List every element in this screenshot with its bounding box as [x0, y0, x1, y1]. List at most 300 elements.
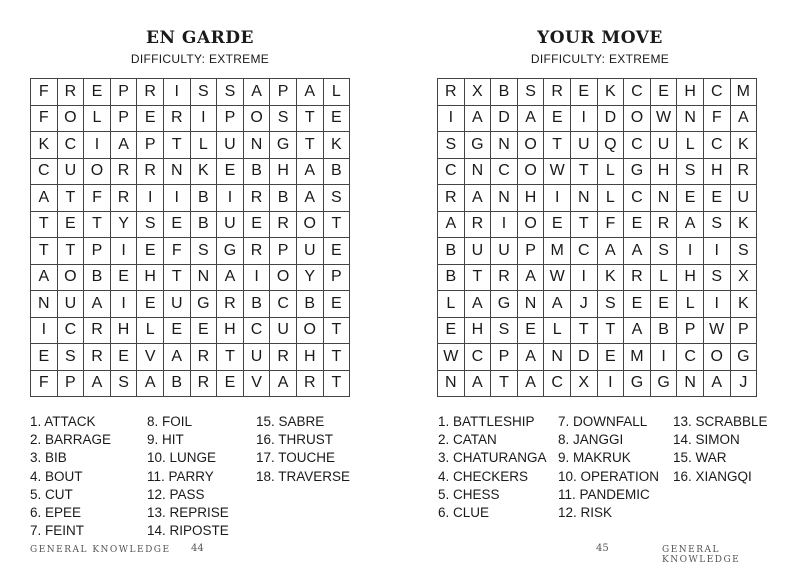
grid-cell: F — [31, 105, 58, 132]
word-list-item: 2. CATAN — [438, 432, 497, 448]
grid-cell: E — [163, 317, 190, 344]
grid-cell: T — [597, 317, 624, 344]
grid-cell: R — [544, 79, 571, 106]
grid-cell: O — [243, 105, 270, 132]
puzzle-title: EN GARDE — [146, 28, 254, 48]
grid-cell: E — [650, 79, 677, 106]
grid-cell: U — [270, 317, 297, 344]
grid-cell: K — [730, 211, 757, 238]
grid-cell: I — [137, 185, 164, 212]
grid-cell: I — [190, 105, 217, 132]
grid-cell: P — [517, 238, 544, 265]
grid-cell: N — [544, 344, 571, 371]
grid-cell: G — [464, 132, 491, 159]
grid-cell: T — [57, 238, 84, 265]
grid-row — [438, 158, 757, 185]
grid-cell: G — [624, 158, 651, 185]
grid-cell: E — [544, 211, 571, 238]
grid-cell: R — [110, 185, 137, 212]
grid-cell: T — [464, 264, 491, 291]
grid-cell: P — [110, 105, 137, 132]
grid-row — [438, 317, 757, 344]
grid-cell: N — [650, 185, 677, 212]
grid-cell: N — [677, 370, 704, 397]
grid-cell: W — [650, 105, 677, 132]
grid-cell: E — [137, 105, 164, 132]
grid-cell: S — [137, 211, 164, 238]
difficulty-label: DIFFICULTY: EXTREME — [530, 52, 670, 66]
grid-cell: O — [270, 264, 297, 291]
grid-cell: U — [243, 344, 270, 371]
grid-cell: K — [730, 291, 757, 318]
word-list-item: 13. SCRABBLE — [673, 414, 768, 429]
grid-cell: A — [464, 291, 491, 318]
grid-cell: I — [110, 238, 137, 265]
grid-row — [438, 211, 757, 238]
grid-cell: P — [217, 105, 244, 132]
grid-cell: O — [703, 344, 730, 371]
grid-cell: I — [544, 185, 571, 212]
grid-cell: P — [730, 317, 757, 344]
grid-cell: K — [31, 132, 58, 159]
grid-cell: S — [190, 79, 217, 106]
word-list-item: 6. EPEE — [30, 504, 82, 520]
grid-cell: B — [650, 317, 677, 344]
grid-cell: R — [491, 264, 518, 291]
grid-cell: R — [137, 79, 164, 106]
grid-cell: F — [163, 238, 190, 265]
grid-cell: P — [677, 317, 704, 344]
grid-cell: A — [163, 344, 190, 371]
grid-cell: N — [491, 185, 518, 212]
grid-cell: L — [323, 79, 350, 106]
word-list-item: 12. PASS — [147, 486, 205, 502]
grid-cell: H — [270, 158, 297, 185]
grid-cell: T — [163, 132, 190, 159]
word-list-item: 8. FOIL — [147, 414, 193, 429]
grid-cell: C — [703, 79, 730, 106]
grid-cell: O — [296, 211, 323, 238]
grid-cell: J — [730, 370, 757, 397]
word-list-item: 13. REPRISE — [147, 504, 229, 520]
grid-cell: O — [57, 264, 84, 291]
grid-cell: G — [217, 238, 244, 265]
grid-cell: U — [57, 158, 84, 185]
grid-cell: S — [323, 185, 350, 212]
grid-cell: R — [110, 158, 137, 185]
word-list-item: 15. SABRE — [256, 414, 325, 429]
grid-cell: T — [323, 344, 350, 371]
word-list-item: 9. HIT — [147, 432, 184, 448]
grid-cell: X — [570, 370, 597, 397]
grid-cell: H — [464, 317, 491, 344]
grid-cell: E — [137, 238, 164, 265]
grid-cell: S — [703, 211, 730, 238]
grid-cell: S — [677, 158, 704, 185]
grid-cell: L — [544, 317, 571, 344]
grid-cell: A — [597, 238, 624, 265]
grid-cell: P — [110, 79, 137, 106]
grid-cell: A — [703, 370, 730, 397]
section-footer: GENERAL KNOWLEDGE — [662, 545, 741, 565]
grid-cell: C — [624, 79, 651, 106]
grid-cell: Y — [296, 264, 323, 291]
grid-cell: A — [296, 79, 323, 106]
grid-cell: K — [597, 264, 624, 291]
word-list-column — [147, 413, 229, 540]
grid-cell: R — [270, 344, 297, 371]
grid-cell: M — [544, 238, 571, 265]
grid-row — [31, 370, 350, 397]
grid-cell: R — [296, 370, 323, 397]
grid-row — [31, 132, 350, 159]
grid-cell: E — [544, 105, 571, 132]
grid-row — [31, 158, 350, 185]
grid-cell: B — [438, 238, 465, 265]
grid-cell: O — [624, 105, 651, 132]
word-list-item: 5. CUT — [30, 486, 73, 502]
grid-cell: I — [31, 317, 58, 344]
grid-cell: A — [438, 211, 465, 238]
word-list-item: 2. BARRAGE — [30, 432, 112, 448]
grid-cell: T — [217, 344, 244, 371]
word-list-item: 14. SIMON — [673, 432, 740, 448]
grid-cell: I — [570, 264, 597, 291]
grid-cell: S — [270, 105, 297, 132]
grid-cell: T — [163, 264, 190, 291]
grid-cell: E — [243, 211, 270, 238]
letter-grid — [437, 78, 757, 397]
grid-cell: L — [650, 264, 677, 291]
section-footer: GENERAL KNOWLEDGE — [30, 545, 171, 555]
grid-cell: I — [650, 344, 677, 371]
grid-cell: S — [57, 344, 84, 371]
word-list-column — [30, 413, 111, 540]
grid-cell: E — [438, 317, 465, 344]
grid-cell: U — [570, 132, 597, 159]
grid-cell: I — [163, 79, 190, 106]
grid-cell: U — [650, 132, 677, 159]
grid-cell: E — [323, 238, 350, 265]
grid-cell: M — [730, 79, 757, 106]
word-list-item: 7. FEINT — [30, 523, 85, 539]
grid-cell: R — [190, 370, 217, 397]
grid-cell: T — [323, 211, 350, 238]
grid-cell: B — [323, 158, 350, 185]
grid-cell: I — [597, 370, 624, 397]
grid-cell: N — [243, 132, 270, 159]
right-page — [400, 0, 800, 575]
grid-cell: B — [243, 291, 270, 318]
grid-cell: R — [730, 158, 757, 185]
grid-cell: A — [84, 370, 111, 397]
grid-cell: P — [137, 132, 164, 159]
grid-cell: I — [84, 132, 111, 159]
grid-cell: P — [323, 264, 350, 291]
grid-cell: D — [491, 105, 518, 132]
grid-cell: S — [190, 238, 217, 265]
grid-cell: I — [243, 264, 270, 291]
grid-cell: E — [190, 317, 217, 344]
grid-cell: E — [217, 370, 244, 397]
grid-cell: C — [677, 344, 704, 371]
grid-cell: T — [323, 370, 350, 397]
word-list-item: 3. BIB — [30, 450, 67, 466]
grid-cell: E — [110, 264, 137, 291]
grid-cell: E — [597, 344, 624, 371]
grid-cell: I — [677, 238, 704, 265]
grid-cell: Q — [597, 132, 624, 159]
grid-cell: E — [31, 344, 58, 371]
grid-cell: E — [84, 79, 111, 106]
grid-cell: A — [296, 158, 323, 185]
grid-cell: A — [517, 264, 544, 291]
grid-cell: L — [137, 317, 164, 344]
grid-cell: G — [270, 132, 297, 159]
grid-cell: N — [570, 185, 597, 212]
grid-cell: U — [296, 238, 323, 265]
grid-cell: T — [57, 185, 84, 212]
grid-cell: C — [544, 370, 571, 397]
word-list-item: 16. THRUST — [256, 432, 334, 448]
grid-cell: H — [677, 79, 704, 106]
grid-cell: E — [217, 158, 244, 185]
grid-cell: T — [31, 238, 58, 265]
grid-cell: S — [650, 238, 677, 265]
grid-cell: S — [438, 132, 465, 159]
grid-cell: A — [624, 317, 651, 344]
difficulty-label: DIFFICULTY: EXTREME — [130, 52, 270, 66]
grid-cell: H — [110, 317, 137, 344]
grid-cell: U — [491, 238, 518, 265]
grid-cell: E — [163, 211, 190, 238]
grid-row — [438, 105, 757, 132]
word-list-item: 16. XIANGQI — [673, 468, 752, 484]
grid-cell: I — [491, 211, 518, 238]
word-list-column — [673, 413, 768, 486]
grid-row — [31, 264, 350, 291]
grid-cell: B — [243, 158, 270, 185]
grid-cell: L — [84, 105, 111, 132]
grid-cell: R — [137, 158, 164, 185]
word-list-item: 10. OPERATION — [558, 468, 660, 484]
grid-cell: A — [243, 79, 270, 106]
grid-cell: D — [597, 105, 624, 132]
grid-row — [31, 105, 350, 132]
word-list-column — [256, 413, 350, 486]
grid-cell: E — [650, 291, 677, 318]
grid-cell: A — [110, 132, 137, 159]
grid-cell: E — [57, 211, 84, 238]
grid-cell: I — [438, 105, 465, 132]
grid-cell: A — [464, 370, 491, 397]
word-list-item: 15. WAR — [673, 450, 727, 466]
grid-cell: A — [730, 105, 757, 132]
grid-cell: E — [517, 317, 544, 344]
grid-cell: O — [57, 105, 84, 132]
grid-row — [438, 132, 757, 159]
grid-cell: C — [57, 317, 84, 344]
word-list-item: 14. RIPOSTE — [147, 523, 229, 539]
word-list-item: 8. JANGGI — [558, 432, 624, 448]
grid-cell: F — [84, 185, 111, 212]
grid-cell: B — [163, 370, 190, 397]
grid-cell: N — [163, 158, 190, 185]
grid-cell: R — [57, 79, 84, 106]
grid-cell: U — [730, 185, 757, 212]
grid-cell: X — [464, 79, 491, 106]
grid-cell: I — [110, 291, 137, 318]
word-list-item: 3. CHATURANGA — [438, 450, 547, 466]
grid-cell: I — [703, 238, 730, 265]
grid-cell: P — [491, 344, 518, 371]
grid-cell: R — [464, 211, 491, 238]
grid-cell: V — [137, 344, 164, 371]
grid-cell: C — [243, 317, 270, 344]
grid-cell: R — [270, 211, 297, 238]
grid-cell: C — [624, 132, 651, 159]
word-list-item: 4. BOUT — [30, 468, 83, 484]
word-list-item: 6. CLUE — [438, 504, 490, 520]
grid-cell: H — [217, 317, 244, 344]
grid-cell: W — [438, 344, 465, 371]
grid-cell: T — [570, 211, 597, 238]
grid-cell: X — [730, 264, 757, 291]
grid-cell: N — [464, 158, 491, 185]
grid-cell: R — [650, 211, 677, 238]
grid-cell: O — [84, 158, 111, 185]
grid-cell: B — [491, 79, 518, 106]
grid-cell: R — [624, 264, 651, 291]
grid-cell: U — [464, 238, 491, 265]
grid-cell: O — [517, 211, 544, 238]
grid-row — [31, 344, 350, 371]
grid-cell: H — [517, 185, 544, 212]
grid-cell: L — [677, 132, 704, 159]
grid-cell: R — [84, 344, 111, 371]
grid-cell: S — [517, 79, 544, 106]
grid-cell: A — [544, 291, 571, 318]
word-list-item: 4. CHECKERS — [438, 468, 529, 484]
grid-cell: N — [190, 264, 217, 291]
grid-cell: K — [323, 132, 350, 159]
grid-cell: B — [190, 211, 217, 238]
grid-cell: A — [464, 185, 491, 212]
grid-cell: R — [438, 79, 465, 106]
grid-cell: L — [190, 132, 217, 159]
grid-cell: O — [517, 158, 544, 185]
grid-cell: K — [190, 158, 217, 185]
grid-cell: D — [570, 344, 597, 371]
grid-row — [438, 344, 757, 371]
grid-cell: G — [190, 291, 217, 318]
grid-cell: H — [703, 158, 730, 185]
word-list-item: 10. LUNGE — [147, 450, 217, 466]
grid-cell: E — [323, 105, 350, 132]
page-number: 44 — [191, 543, 204, 554]
grid-cell: M — [624, 344, 651, 371]
grid-cell: U — [163, 291, 190, 318]
grid-cell: B — [190, 185, 217, 212]
grid-row — [31, 79, 350, 106]
grid-cell: S — [597, 291, 624, 318]
grid-cell: I — [703, 291, 730, 318]
grid-cell: G — [650, 370, 677, 397]
grid-cell: T — [544, 132, 571, 159]
grid-cell: A — [517, 344, 544, 371]
page-number: 45 — [596, 543, 609, 554]
grid-cell: E — [703, 185, 730, 212]
grid-cell: V — [243, 370, 270, 397]
grid-cell: P — [270, 238, 297, 265]
grid-cell: R — [243, 238, 270, 265]
grid-cell: C — [491, 158, 518, 185]
grid-cell: A — [677, 211, 704, 238]
grid-cell: B — [296, 291, 323, 318]
grid-cell: N — [517, 291, 544, 318]
grid-cell: O — [517, 132, 544, 159]
grid-cell: N — [491, 132, 518, 159]
grid-cell: A — [296, 185, 323, 212]
grid-cell: H — [137, 264, 164, 291]
grid-cell: C — [464, 344, 491, 371]
grid-cell: A — [517, 370, 544, 397]
grid-row — [438, 264, 757, 291]
grid-cell: T — [570, 158, 597, 185]
grid-cell: E — [570, 79, 597, 106]
grid-cell: P — [57, 370, 84, 397]
grid-cell: W — [544, 264, 571, 291]
grid-cell: A — [624, 238, 651, 265]
grid-cell: C — [570, 238, 597, 265]
grid-cell: B — [438, 264, 465, 291]
grid-cell: B — [84, 264, 111, 291]
grid-cell: T — [84, 211, 111, 238]
grid-cell: S — [217, 79, 244, 106]
grid-cell: R — [84, 317, 111, 344]
grid-cell: E — [110, 344, 137, 371]
grid-cell: G — [624, 370, 651, 397]
grid-cell: O — [296, 317, 323, 344]
grid-cell: H — [650, 158, 677, 185]
grid-row — [31, 238, 350, 265]
word-list-item: 1. ATTACK — [30, 414, 96, 429]
word-list-item: 5. CHESS — [438, 486, 500, 502]
grid-cell: R — [438, 185, 465, 212]
grid-cell: A — [84, 291, 111, 318]
grid-cell: R — [163, 105, 190, 132]
grid-cell: E — [624, 211, 651, 238]
grid-cell: S — [703, 264, 730, 291]
grid-cell: N — [677, 105, 704, 132]
grid-cell: S — [491, 317, 518, 344]
grid-row — [438, 185, 757, 212]
grid-cell: T — [296, 132, 323, 159]
word-list-item: 9. MAKRUK — [558, 450, 631, 466]
grid-cell: W — [703, 317, 730, 344]
grid-cell: C — [624, 185, 651, 212]
grid-row — [31, 185, 350, 212]
grid-cell: S — [110, 370, 137, 397]
grid-row — [438, 79, 757, 106]
grid-cell: A — [270, 370, 297, 397]
grid-cell: C — [57, 132, 84, 159]
grid-cell: A — [517, 105, 544, 132]
grid-cell: G — [730, 344, 757, 371]
grid-cell: G — [491, 291, 518, 318]
grid-cell: C — [270, 291, 297, 318]
grid-cell: K — [597, 79, 624, 106]
